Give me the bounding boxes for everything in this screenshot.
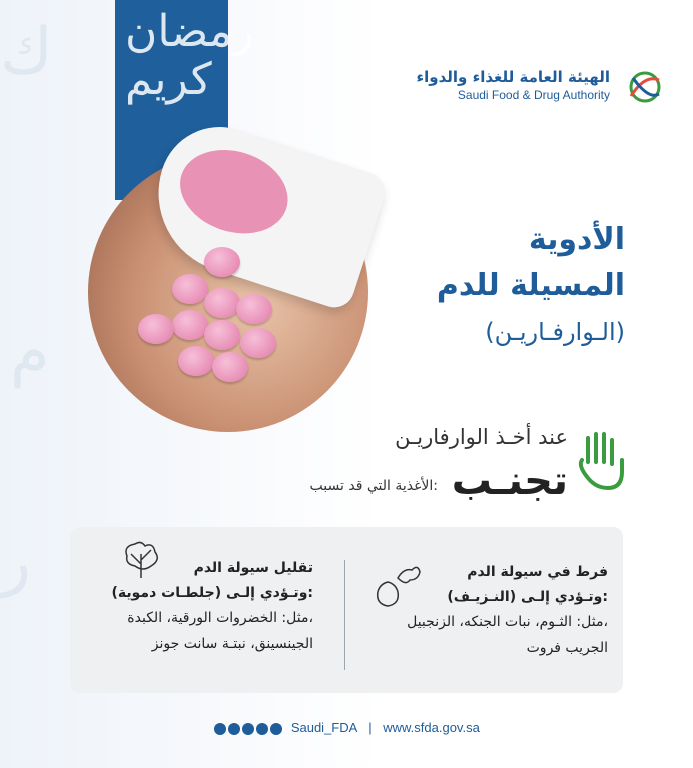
decrease-heading: تقليل سيولة الدم: [193, 560, 313, 576]
youtube-icon[interactable]: [256, 723, 268, 735]
calligraphy-decoration: ﺭ: [0, 525, 31, 599]
logo-english-text: Saudi Food & Drug Authority: [457, 88, 610, 102]
panel-divider: [344, 560, 345, 670]
stop-hand-icon: [574, 430, 626, 494]
pill: [212, 352, 248, 382]
increase-heading: فرط في سيولة الدم: [467, 564, 608, 580]
ramadan-calligraphy: رمضان كريم: [125, 6, 254, 106]
facebook-icon[interactable]: [270, 723, 282, 735]
title-line-3: (الـوارفـاريـن): [485, 318, 625, 346]
footer-separator: |: [368, 720, 372, 735]
snapchat-icon[interactable]: [228, 723, 240, 735]
social-handle[interactable]: Saudi_FDA: [290, 720, 357, 735]
pill: [204, 320, 240, 350]
when-taking-text: عند أخـذ الوارفاريـن: [395, 425, 568, 449]
pill: [178, 346, 214, 376]
increase-effect: وتـؤدي إلـى (النـزيـف):: [447, 589, 608, 606]
foods-intro-text: الأغذية التي قد تسبب:: [309, 478, 438, 494]
website-link[interactable]: www.sfda.gov.sa: [383, 720, 480, 735]
sfda-logo: [405, 66, 665, 108]
twitter-icon[interactable]: [214, 723, 226, 735]
pill: [204, 288, 240, 318]
pill: [172, 310, 208, 340]
pill: [172, 274, 208, 304]
decrease-effect: وتـؤدي إلـى (جلطـات دموية):: [111, 585, 313, 602]
pill: [204, 247, 240, 277]
calligraphy-decoration: ﻡ: [10, 315, 50, 389]
logo-arabic-text: الهيئة العامة للغذاء والدواء: [416, 68, 610, 86]
increase-fluidity-column: [407, 560, 608, 661]
title-line-1: الأدوية: [528, 222, 625, 257]
pill: [236, 294, 272, 324]
decrease-examples-1: مثل: الخضروات الورقية، الكبدة،: [127, 610, 313, 627]
decrease-examples-2: الجينسينق، نبتـة سانت جونز: [151, 635, 313, 652]
title-line-2: المسيلة للدم: [436, 268, 625, 303]
instagram-icon[interactable]: [242, 723, 254, 735]
increase-examples-1: مثل: الثـوم، نبات الجنكه، الزنجبيل،: [407, 614, 608, 631]
pills-photo: [88, 152, 368, 432]
sfda-emblem-icon: [625, 70, 665, 104]
pill: [138, 314, 174, 344]
increase-examples-2: الجريب فروت: [526, 639, 608, 656]
pill: [240, 328, 276, 358]
social-icons: [213, 720, 283, 735]
decrease-fluidity-column: [112, 556, 314, 657]
footer: [0, 720, 693, 735]
calligraphy-decoration: ﻙ: [0, 15, 53, 89]
avoid-heading: تجنـب: [451, 458, 568, 504]
